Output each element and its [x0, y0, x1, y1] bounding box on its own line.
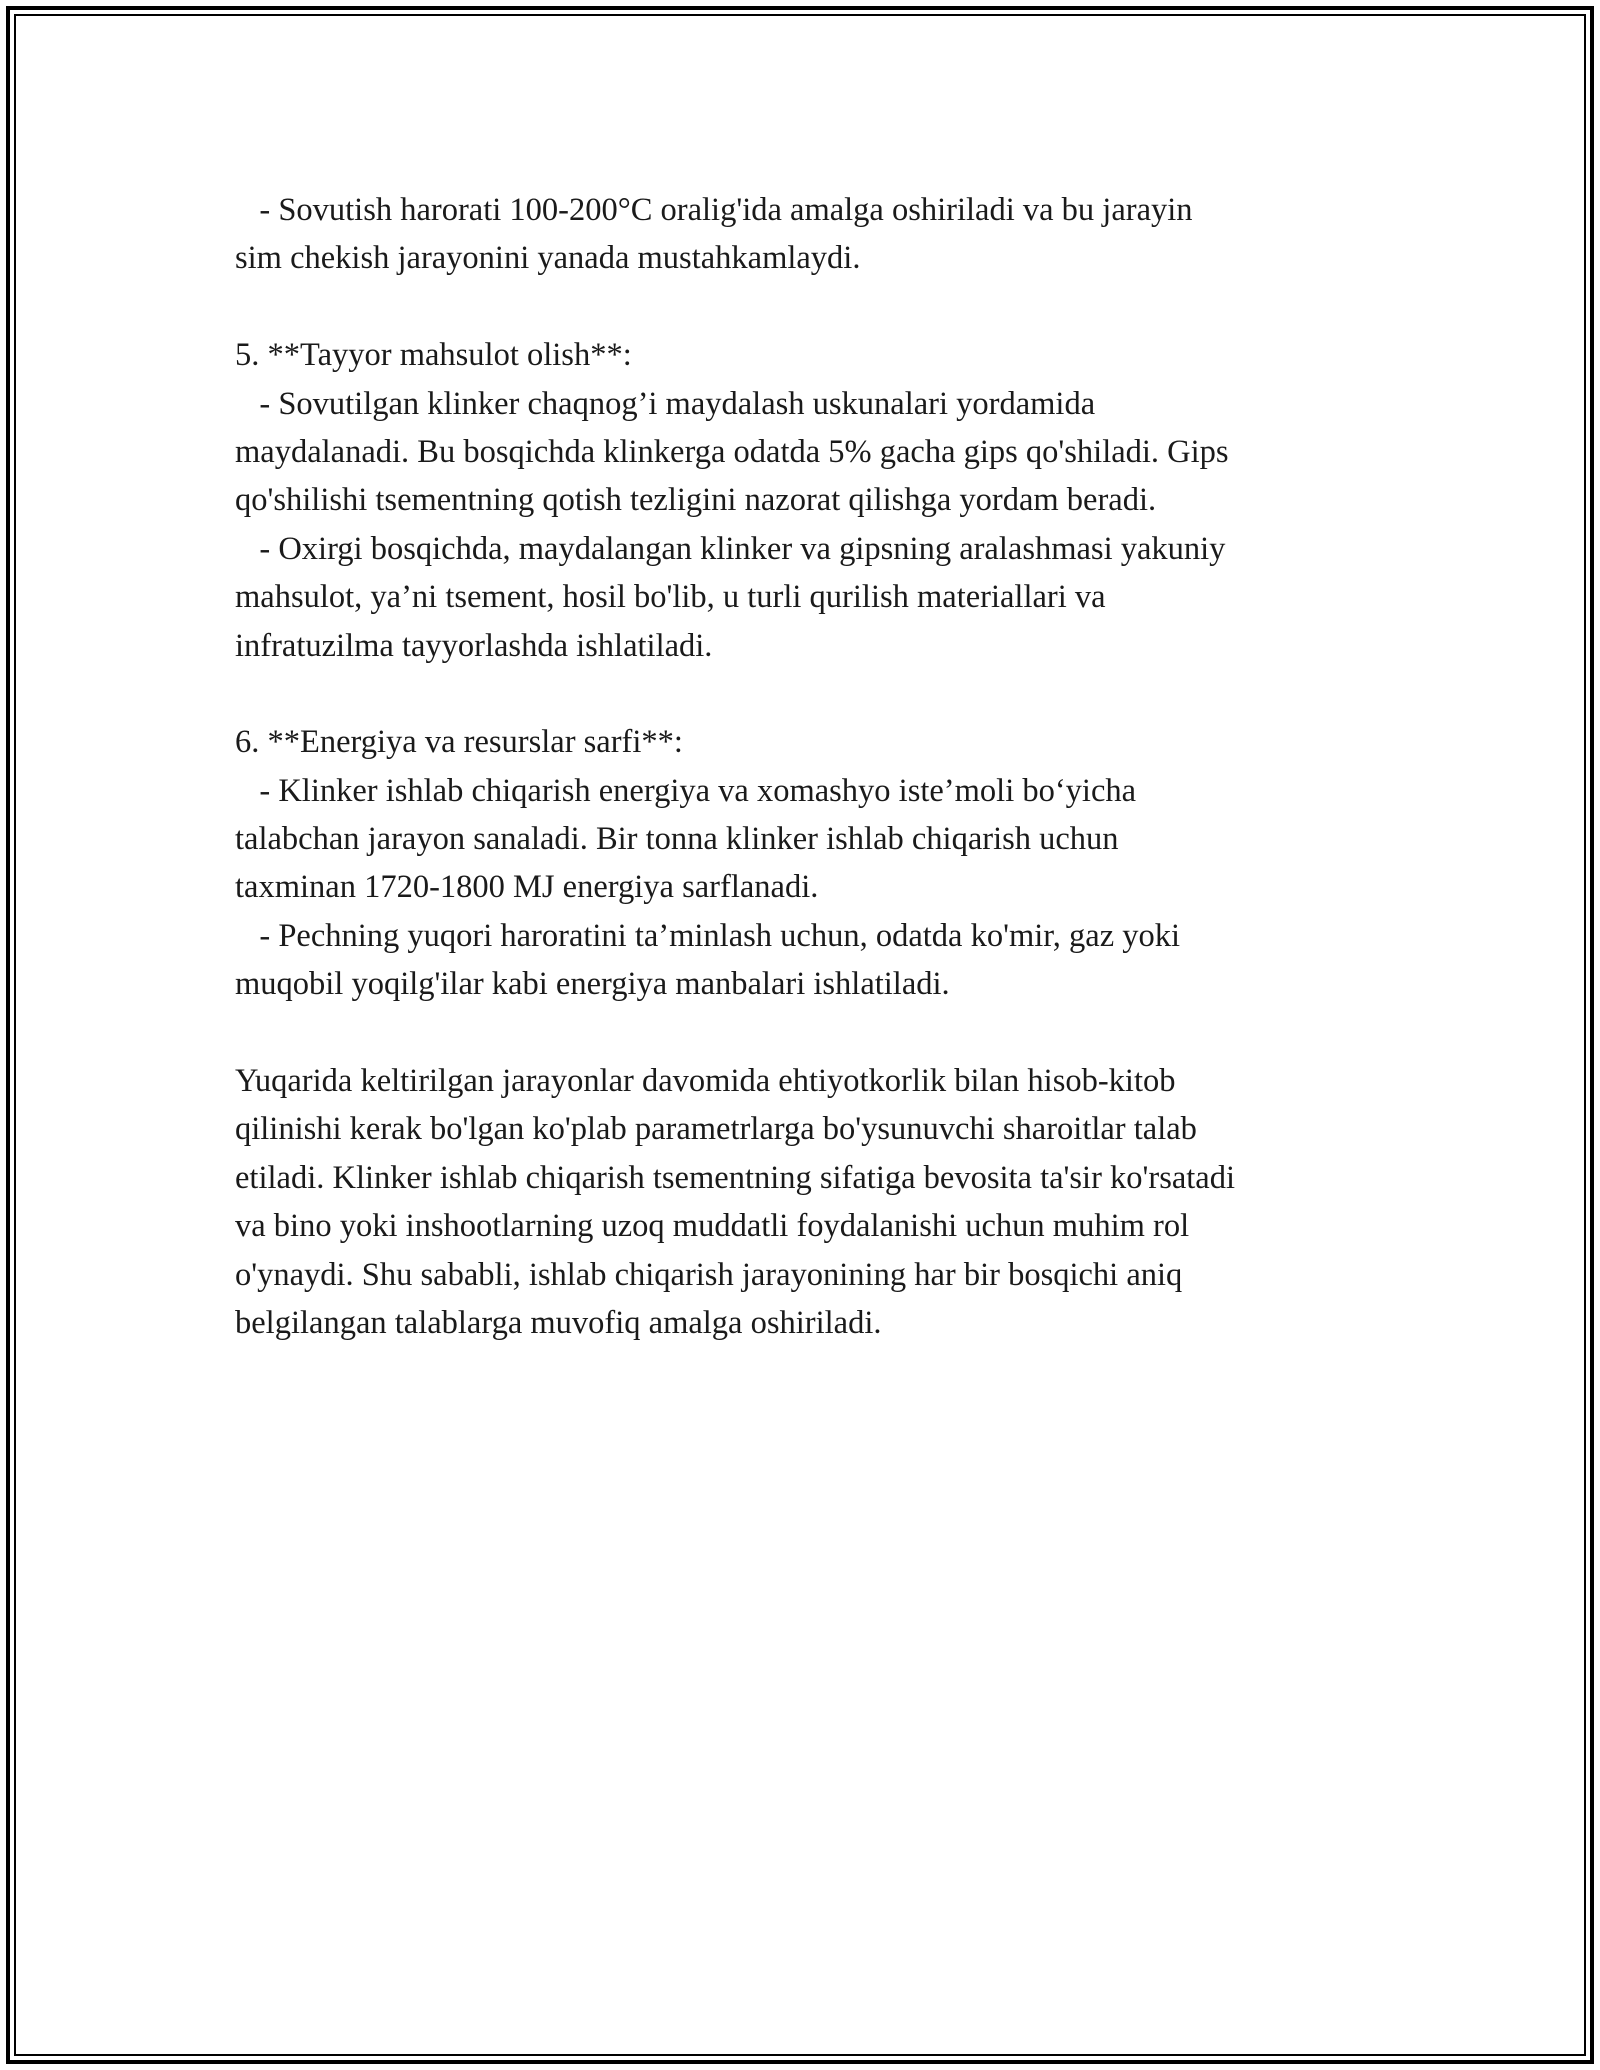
text-line: qo'shilishi tsementning qotish tezligini nazorat qilishga yordam beradi.	[235, 482, 1157, 519]
text-line: - Klinker ishlab chiqarish energiya va xomashyo iste’moli bo‘yicha	[235, 772, 1137, 809]
text-line: belgilangan talablarga muvofiq amalga oshiriladi.	[235, 1304, 882, 1341]
text-line: - Sovutish harorati 100-200°C oralig'ida amalga oshiriladi va bu jarayin	[235, 192, 1193, 228]
section-heading: 6. **Energiya va resurslar sarfi**:	[235, 724, 683, 761]
paragraph-gap	[235, 670, 1375, 718]
section-heading: 5. **Tayyor mahsulot olish**:	[235, 337, 632, 374]
text-line: mahsulot, ya’ni tsement, hosil bo'lib, u turli qurilish materiallari va	[235, 579, 1106, 616]
text-line: - Oxirgi bosqichda, maydalangan klinker va gipsning aralashmasi yakuniy	[235, 530, 1226, 567]
text-line: muqobil yoqilg'ilar kabi energiya manbalari ishlatiladi.	[235, 966, 950, 1003]
text-line: va bino yoki inshootlarning uzoq muddatli foydalanishi uchun muhim rol	[235, 1208, 1190, 1245]
text-line: qilinishi kerak bo'lgan ko'plab parametrlarga bo'ysunuvchi sharoitlar talab	[235, 1111, 1197, 1148]
text-line: Yuqarida keltirilgan jarayonlar davomida ehtiyotkorlik bilan hisob-kitob	[235, 1063, 1176, 1100]
text-line: infratuzilma tayyorlashda ishlatiladi.	[235, 627, 713, 664]
text-line: sim chekish jarayonini yanada mustahkamlaydi.	[235, 240, 861, 277]
text-line: - Pechning yuqori haroratini ta’minlash uchun, odatda ko'mir, gaz yoki	[235, 917, 1181, 954]
paragraph-gap	[235, 1009, 1375, 1057]
text-line: o'ynaydi. Shu sababli, ishlab chiqarish jarayonining har bir bosqichi aniq	[235, 1256, 1183, 1293]
document-body	[235, 186, 1375, 1347]
text-line: maydalanadi. Bu bosqichda klinkerga odatda 5% gacha gips qo'shiladi. Gips	[235, 433, 1229, 470]
text-line: taxminan 1720-1800 MJ energiya sarflanadi.	[235, 869, 819, 906]
text-line: talabchan jarayon sanaladi. Bir tonna klinker ishlab chiqarish uchun	[235, 821, 1119, 858]
text-line: etiladi. Klinker ishlab chiqarish tsementning sifatiga bevosita ta'sir ko'rsatadi	[235, 1159, 1236, 1196]
paragraph-gap	[235, 283, 1375, 331]
text-line: - Sovutilgan klinker chaqnog’i maydalash uskunalari yordamida	[235, 385, 1096, 422]
